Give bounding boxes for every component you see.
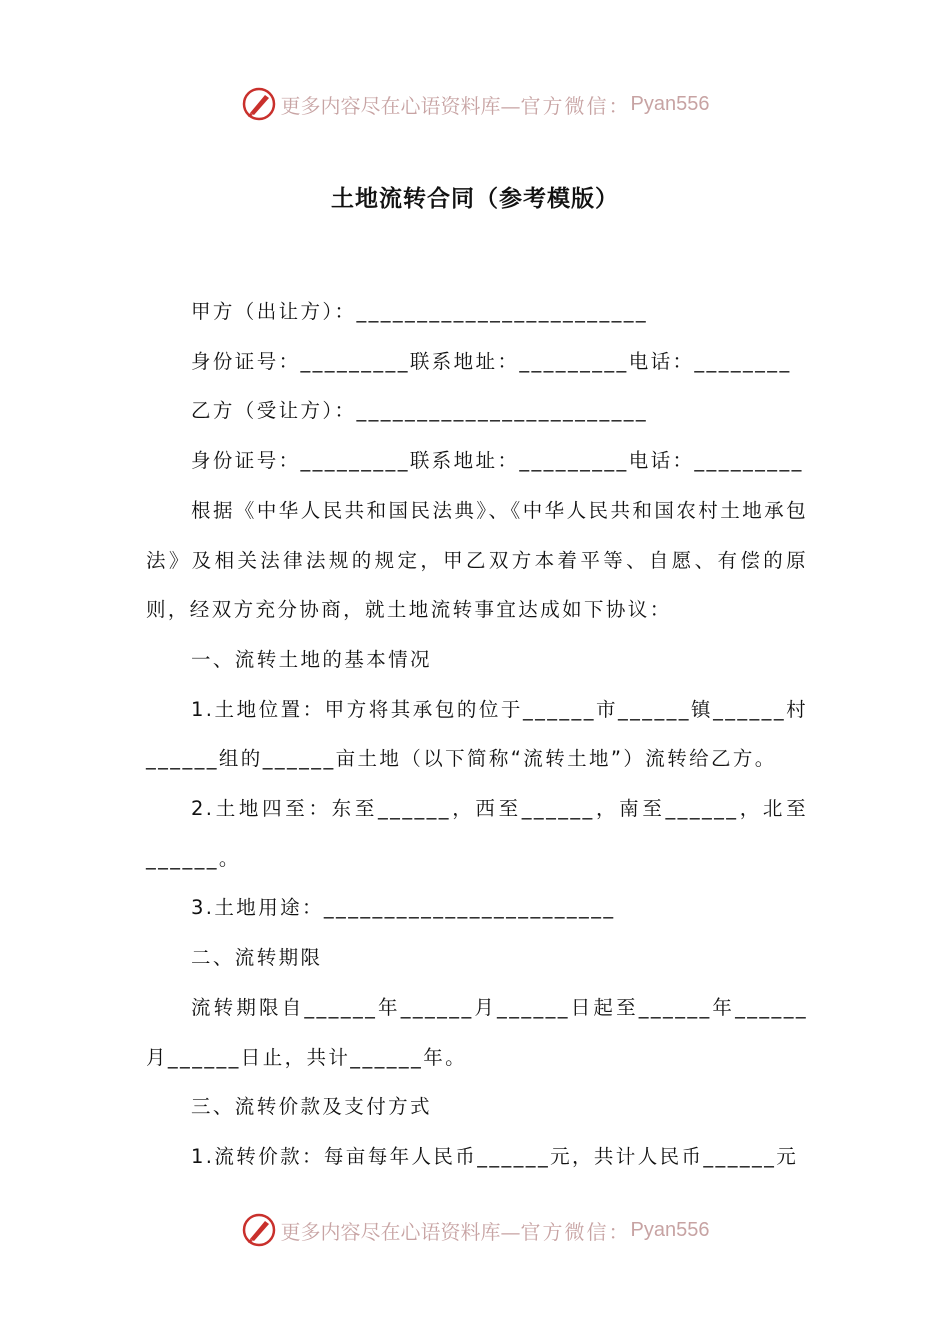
clause-term: 流转期限自______年______月______日起至______年______月______日止，共计______年。 [146, 995, 808, 1069]
clause-land-boundaries: 2.土地四至：东至______，西至______，南至______，北至______。 [146, 797, 808, 870]
party-b-details: 身份证号：_________联系地址：_________电话：_________ [191, 449, 804, 473]
banner-text: 更多内容尽在心语资料库— [280, 1219, 521, 1244]
banner-text: 更多内容尽在心语资料库— [280, 93, 521, 118]
clause-land-use: 3.土地用途：________________________ [191, 896, 616, 920]
party-a-line: 甲方（出让方）：________________________ [191, 300, 649, 323]
header-watermark-banner [0, 82, 950, 126]
section-heading-2: 二、流转期限 [191, 946, 323, 970]
pen-logo-icon [241, 86, 277, 122]
pen-logo-icon [241, 1212, 277, 1248]
banner-wechat-id: Pyan556 [630, 1218, 710, 1241]
clause-land-location: 1.土地位置：甲方将其承包的位于______市______镇______村______组的______亩土地（以下简称“流转土地”）流转给乙方。 [146, 697, 808, 771]
section-heading-1: 一、流转土地的基本情况 [191, 647, 432, 671]
banner-wechat-label: 官方微信： [520, 93, 631, 118]
document-title: 土地流转合同（参考模版） [331, 185, 619, 212]
section-heading-3: 三、流转价款及支付方式 [191, 1095, 432, 1119]
clause-price: 1.流转价款：每亩每年人民币______元，共计人民币______元 [191, 1144, 799, 1168]
party-b-line: 乙方（受让方）：________________________ [191, 399, 649, 423]
party-a-details: 身份证号：_________联系地址：_________电话：________ [191, 349, 792, 373]
preamble-paragraph: 根据《中华人民共和国民法典》、《中华人民共和国农村土地承包法》及相关法律法规的规定，甲乙双方本着平等、自愿、有偿的原则，经双方充分协商，就土地流转事宜达成如下协议： [146, 498, 808, 622]
footer-watermark-banner [0, 1208, 950, 1252]
banner-wechat-label: 官方微信： [520, 1219, 631, 1244]
banner-wechat-id: Pyan556 [630, 92, 710, 115]
document-body [146, 287, 808, 1182]
